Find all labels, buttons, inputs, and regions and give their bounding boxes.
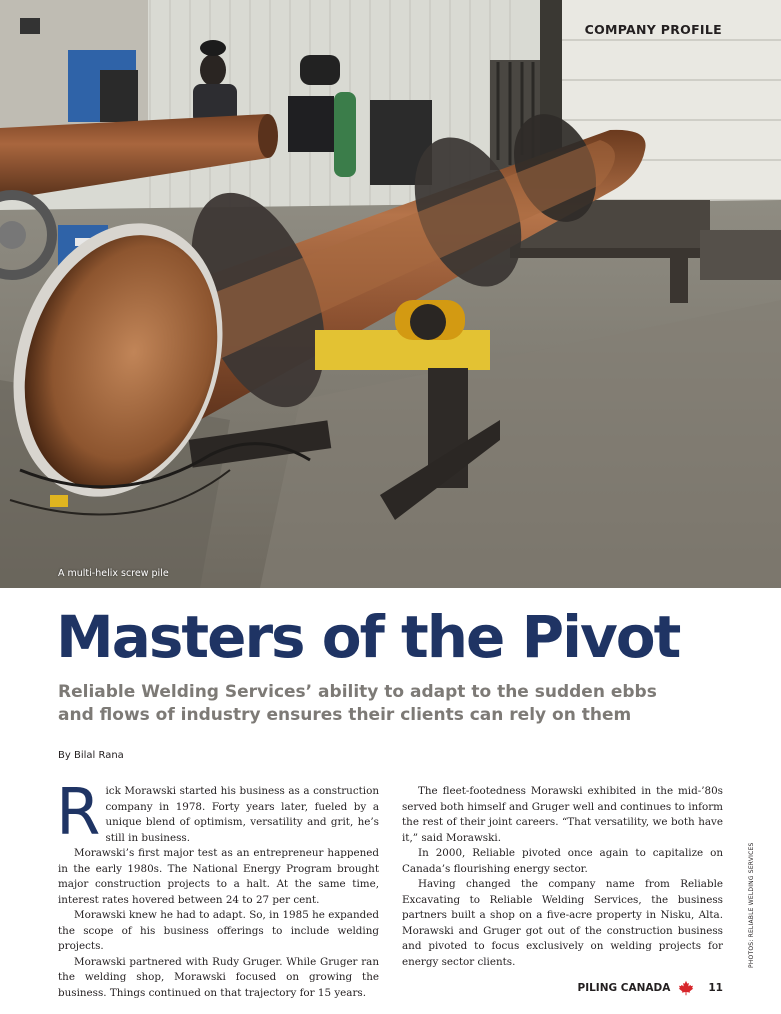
article-paragraph: Morawski partnered with Rudy Gruger. While Gruger ran the welding shop, Morawski focused on growing the business. Things continued on that trajectory for 15 years. bbox=[58, 955, 379, 999]
article-headline: Masters of the Pivot bbox=[56, 603, 680, 671]
drop-cap: R bbox=[56, 776, 101, 850]
article-deck: Reliable Welding Services’ ability to adapt to the sudden ebbs and flows of industry ensures their clients can rely on them bbox=[58, 682, 657, 725]
article-paragraph: Morawski’s first major test as an entrepreneur happened in the early 1980s. The National Energy Program brought major construction projects to a halt. At the same time, interest rates hovered between 24 to 27 per cent. bbox=[58, 847, 379, 906]
page-footer bbox=[578, 980, 723, 996]
paragraph-text: ick Morawski started his business as a construction company in 1978. Forty years later, fueled by a unique blend of optimism, versatility and grit, he’s still in business. bbox=[105, 785, 379, 844]
article-byline: By Bilal Rana bbox=[58, 750, 124, 761]
article-paragraph: The fleet-footedness Morawski exhibited in the mid-’80s served both himself and Gruger well and continues to inform the rest of their joint careers. “That versatility, we both have it,” said Morawski. bbox=[402, 785, 723, 844]
article-paragraph: Having changed the company name from Reliable Excavating to Reliable Welding Services, the business partners built a shop on a five-acre property in Nisku, Alta. Morawski and Gruger got out of the construction business and pivoted to focus exclusively on welding projects for energy sector clients. bbox=[402, 878, 723, 968]
article-paragraph: In 2000, Reliable pivoted once again to capitalize on Canada’s flourishing energy sector. bbox=[402, 847, 723, 875]
maple-leaf-icon bbox=[678, 980, 694, 996]
article-column-right bbox=[402, 784, 723, 970]
article-paragraph: Morawski knew he had to adapt. So, in 1985 he expanded the scope of his business offerings to include welding projects. bbox=[58, 909, 379, 952]
photo-credit: PHOTOS: RELIABLE WELDING SERVICES bbox=[748, 842, 755, 968]
exit-sign bbox=[20, 18, 40, 34]
article-column-left bbox=[56, 776, 379, 1001]
article-paragraph bbox=[56, 776, 379, 850]
publication-name: PILING CANADA bbox=[577, 982, 671, 994]
section-label: COMPANY PROFILE bbox=[584, 22, 722, 37]
photo-caption: A multi-helix screw pile bbox=[58, 568, 169, 579]
page-number: 11 bbox=[708, 982, 723, 994]
